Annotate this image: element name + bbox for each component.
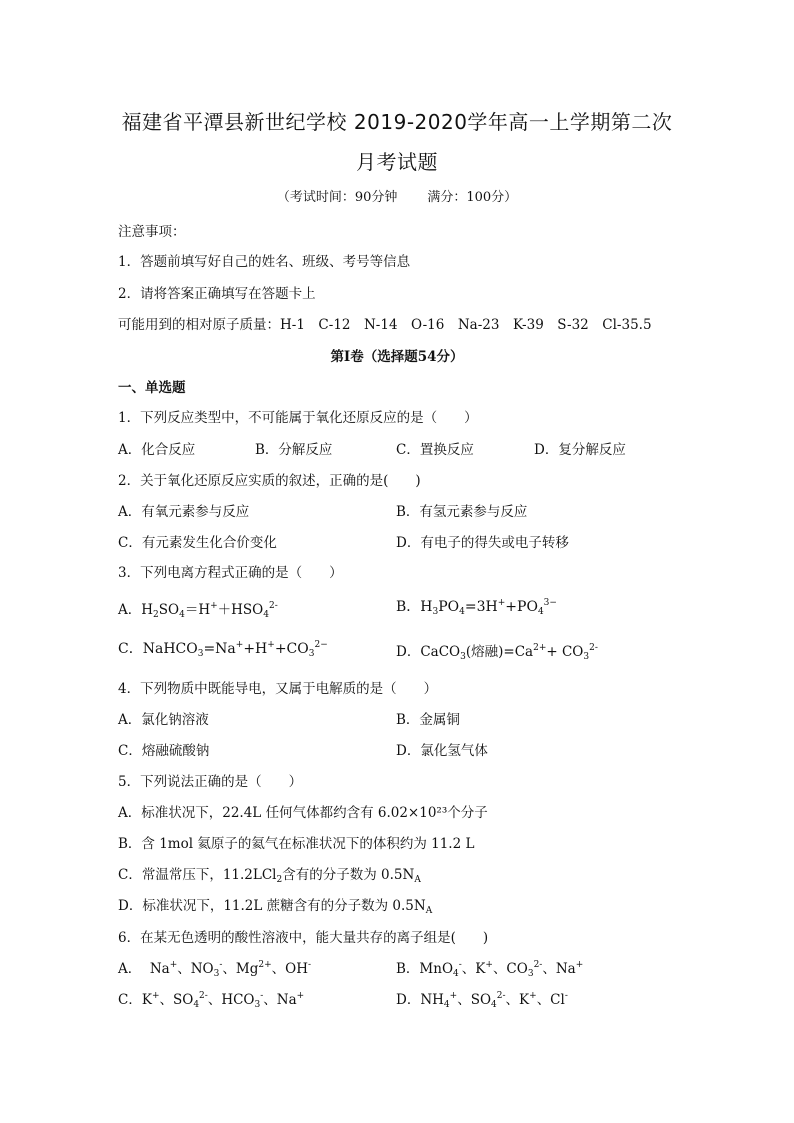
section-title: 第Ⅰ卷（选择题54分） (330, 349, 464, 365)
exam-info (0, 186, 794, 205)
question-5-option-a: A．标准状况下，22.4L 任何气体都约含有 6.02×10²³个分子 (118, 805, 488, 821)
question-6-option-a: A． Na+、$NO_3^-$、$Mg^{2+}$、OH- (118, 960, 312, 979)
question-1-option-d: D．复分解反应 (534, 442, 626, 458)
question-5-option-b: B．含 1mol 氦原子的氦气在标准状况下的体积约为 11.2 L (118, 836, 475, 852)
part-title: 一、单选题 (118, 380, 186, 396)
question-4-stem: 4．下列物质中既能导电，又属于电解质的是（ ） (118, 681, 438, 697)
question-6-stem: 6．在某无色透明的酸性溶液中，能大量共存的离子组是( ) (118, 930, 489, 946)
question-1-option-a: A．化合反应 (118, 442, 196, 458)
question-3-option-d: D．CaCO$_3$(熔融)$=Ca^{2+}+ CO_3^{2-}$ (396, 643, 598, 662)
question-4-option-d: D．氯化氢气体 (396, 743, 488, 759)
question-4-option-c: C．熔融硫酸钠 (118, 743, 210, 759)
score-info: 满分：100分） (427, 190, 518, 205)
question-3-option-c: C．$NaHCO_3=Na^++H^++CO_3^{2-}$ (118, 640, 328, 659)
question-2-option-b: B．有氢元素参与反应 (396, 504, 528, 520)
atomic-masses: 可能用到的相对原子质量：H-1 C-12 N-14 O-16 Na-23 K-39 S-32 Cl-35.5 (118, 317, 652, 333)
question-3-option-a: A．$H_2SO_4=H^++HSO_4^{2-}$ (118, 601, 278, 620)
question-6-option-d: D．$NH_4^+$、$SO_4^{2-}$、K+、Cl- (396, 991, 568, 1010)
exam-title-line1: 福建省平潭县新世纪学校 2019-2020学年高一上学期第二次 (121, 110, 673, 134)
question-3-stem: 3．下列电离方程式正确的是（ ） (118, 565, 343, 581)
question-6-option-b: B．MnO$_4$-、K+、$CO_3^{2-}$、Na+ (396, 960, 584, 979)
question-1-option-b: B．分解反应 (255, 442, 333, 458)
question-1-stem: 1．下列反应类型中，不可能属于氧化还原反应的是（ ） (118, 410, 478, 426)
question-5-stem: 5．下列说法正确的是（ ） (118, 774, 303, 790)
notice-item-2: 2．请将答案正确填写在答题卡上 (118, 286, 316, 302)
question-2-option-a: A．有氧元素参与反应 (118, 504, 250, 520)
notice-heading: 注意事项： (118, 224, 186, 240)
notice-item-1: 1．答题前填写好自己的姓名、班级、考号等信息 (118, 254, 411, 270)
question-6-option-c: C．K+、$SO_4^{2-}$、$HCO_3^-$、Na+ (118, 991, 305, 1010)
exam-title-line2: 月考试题 (356, 150, 438, 174)
question-2-option-c: C．有元素发生化合价变化 (118, 535, 277, 551)
question-2-stem: 2．关于氧化还原反应实质的叙述，正确的是( ) (118, 473, 421, 489)
question-2-option-d: D．有电子的得失或电子转移 (396, 535, 569, 551)
question-5-option-c: C．常温常压下，11.2LCl$_2$含有的分子数为 $0.5N_A$ (118, 867, 421, 885)
question-5-option-d: D．标准状况下，11.2L 蔗糖含有的分子数为 $0.5N_A$ (118, 898, 433, 916)
question-4-option-a: A．氯化钠溶液 (118, 712, 209, 728)
question-4-option-b: B．金属铜 (396, 712, 460, 728)
time-info: （考试时间：90分钟 (276, 190, 398, 205)
question-1-option-c: C．置换反应 (396, 442, 474, 458)
question-3-option-b: B．$H_3PO_4=3H^++PO_4^{3-}$ (396, 598, 557, 617)
